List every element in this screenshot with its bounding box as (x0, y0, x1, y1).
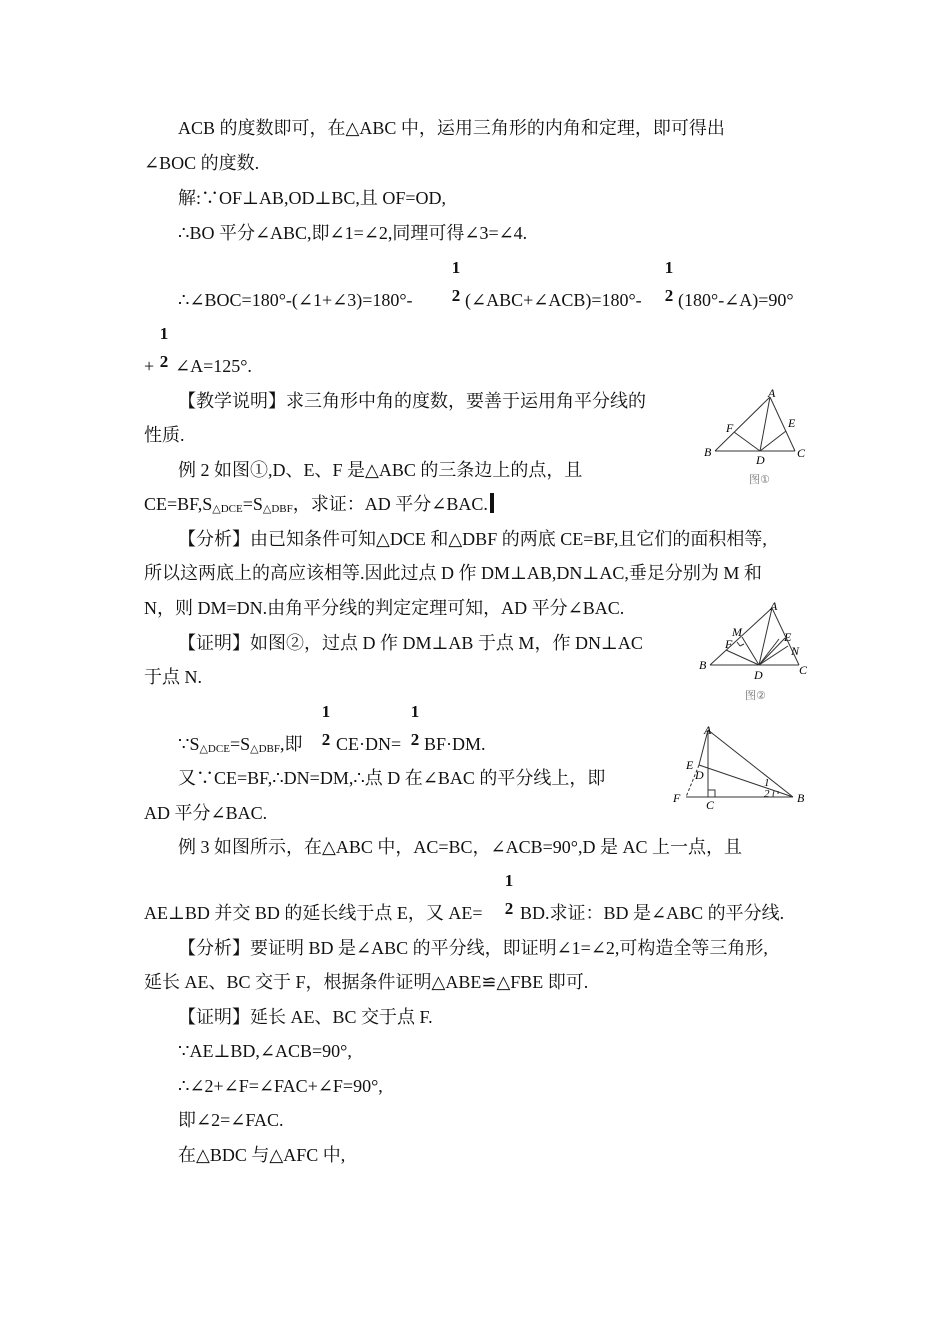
fig1-label-B: B (704, 445, 712, 459)
figure-3 (668, 718, 816, 810)
text-line: 延长 AE、BC 交于 F，根据条件证明△ABE≌△FBE 即可. (144, 972, 589, 992)
fig1-label-C: C (797, 446, 806, 460)
fig2-label-F: F (725, 637, 733, 651)
fig2-label-E: E (784, 630, 792, 644)
fraction-half: 1 2 (504, 871, 514, 918)
fig3-label-A: A (704, 723, 712, 737)
text-cursor (490, 493, 494, 513)
text-line: 【证明】延长 AE、BC 交于点 F. (178, 1007, 433, 1027)
fig1-label-E: E (788, 416, 796, 430)
fig2-label-A: A (770, 599, 778, 613)
text-line: 所以这两底上的高应该相等.因此过点 D 作 DM⊥AB,DN⊥AC,垂足分别为 M 和 (144, 563, 762, 583)
text-line: $CE=BF,S_{\triangle DCE}=S_{\triangle DBF}$，求证：AD 平分∠BAC. (144, 493, 494, 520)
fig2-label-D: D (754, 668, 763, 682)
text-line: 【证明】如图②，过点 D 作 DM⊥AB 于点 M，作 DN⊥AC (178, 633, 643, 653)
text-line: (180°-∠A)=90° (678, 290, 794, 310)
text-line: 【分析】要证明 BD 是∠ABC 的平分线，即证明∠1=∠2,可构造全等三角形, (178, 938, 768, 958)
fraction-half: 1 2 (321, 702, 331, 749)
text-line: AD 平分∠BAC. (144, 803, 268, 823)
text-line: AE⊥BD 并交 BD 的延长线于点 E，又 AE= (144, 903, 483, 923)
text-line: ∵AE⊥BD,∠ACB=90°, (178, 1041, 352, 1061)
fig3-label-angle2: 2 (764, 788, 770, 800)
fig2-label-M: M (732, 625, 742, 639)
text-line: ∴∠BOC=180°-(∠1+∠3)=180°- (178, 290, 413, 310)
fig1-label-D: D (756, 453, 765, 467)
text-line: 例 2 如图①,D、E、F 是△ABC 的三条边上的点，且 (178, 460, 583, 480)
figure-2 (697, 598, 815, 708)
fig3-label-D: D (695, 768, 704, 782)
text-line: 于点 N. (144, 667, 202, 687)
text-line: (∠ABC+∠ACB)=180°- (465, 290, 642, 310)
fraction-half: 1 2 (664, 258, 674, 305)
text-line: BF·DM. (424, 734, 486, 754)
fraction-half: 1 2 (159, 324, 169, 371)
text-line: ∴BO 平分∠ABC,即∠1=∠2,同理可得∠3=∠4. (178, 223, 528, 243)
fig1-label-F: F (726, 421, 734, 435)
fig3-label-B: B (797, 791, 805, 805)
fig3-label-C: C (706, 798, 715, 810)
text-line: 性质. (144, 425, 185, 445)
text-line: ∴∠2+∠F=∠FAC+∠F=90°, (178, 1076, 383, 1096)
text-line: 例 3 如图所示，在△ABC 中，AC=BC，∠ACB=90°,D 是 AC 上一点，且 (178, 837, 742, 857)
text-line: CE·DN= (336, 734, 402, 754)
text-line: N，则 DM=DN.由角平分线的判定定理可知，AD 平分∠BAC. (144, 598, 625, 618)
fig2-caption: 图② (745, 689, 766, 702)
text-line: 解:∵OF⊥AB,OD⊥BC,且 OF=OD, (178, 188, 447, 208)
text-line: ∠A=125°. (175, 356, 252, 376)
fig2-label-C: C (799, 663, 808, 677)
figure-1 (700, 385, 815, 490)
fig2-label-N: N (791, 644, 800, 658)
fig1-label-A: A (768, 386, 776, 400)
fig2-label-B: B (699, 658, 707, 672)
text-line: 即∠2=∠FAC. (178, 1110, 284, 1130)
text-line: 在△BDC 与△AFC 中, (178, 1145, 346, 1165)
fraction-half: 1 2 (451, 258, 461, 305)
text-line: + (144, 356, 155, 376)
text-line: 【分析】由已知条件可知△DCE 和△DBF 的两底 CE=BF,且它们的面积相等, (178, 529, 767, 549)
fig1-caption: 图① (749, 473, 770, 486)
fig3-label-F: F (673, 791, 681, 805)
fig3-label-angle1: 1 (764, 777, 770, 789)
text-line: $\because S_{\triangle DCE}=S_{\triangle DBF}$,即 (178, 734, 303, 755)
text-line: 【教学说明】求三角形中角的度数，要善于运用角平分线的 (178, 391, 646, 411)
text-line: 又∵CE=BF,∴DN=DM,∴点 D 在∠BAC 的平分线上，即 (178, 768, 606, 788)
text-line: ACB 的度数即可，在△ABC 中，运用三角形的内角和定理，即可得出 (178, 118, 725, 138)
text-line: BD.求证：BD 是∠ABC 的平分线. (520, 903, 785, 923)
text-line: ∠BOC 的度数. (144, 153, 260, 173)
fig3-label-E: E (686, 758, 694, 772)
fraction-half: 1 2 (410, 702, 420, 749)
